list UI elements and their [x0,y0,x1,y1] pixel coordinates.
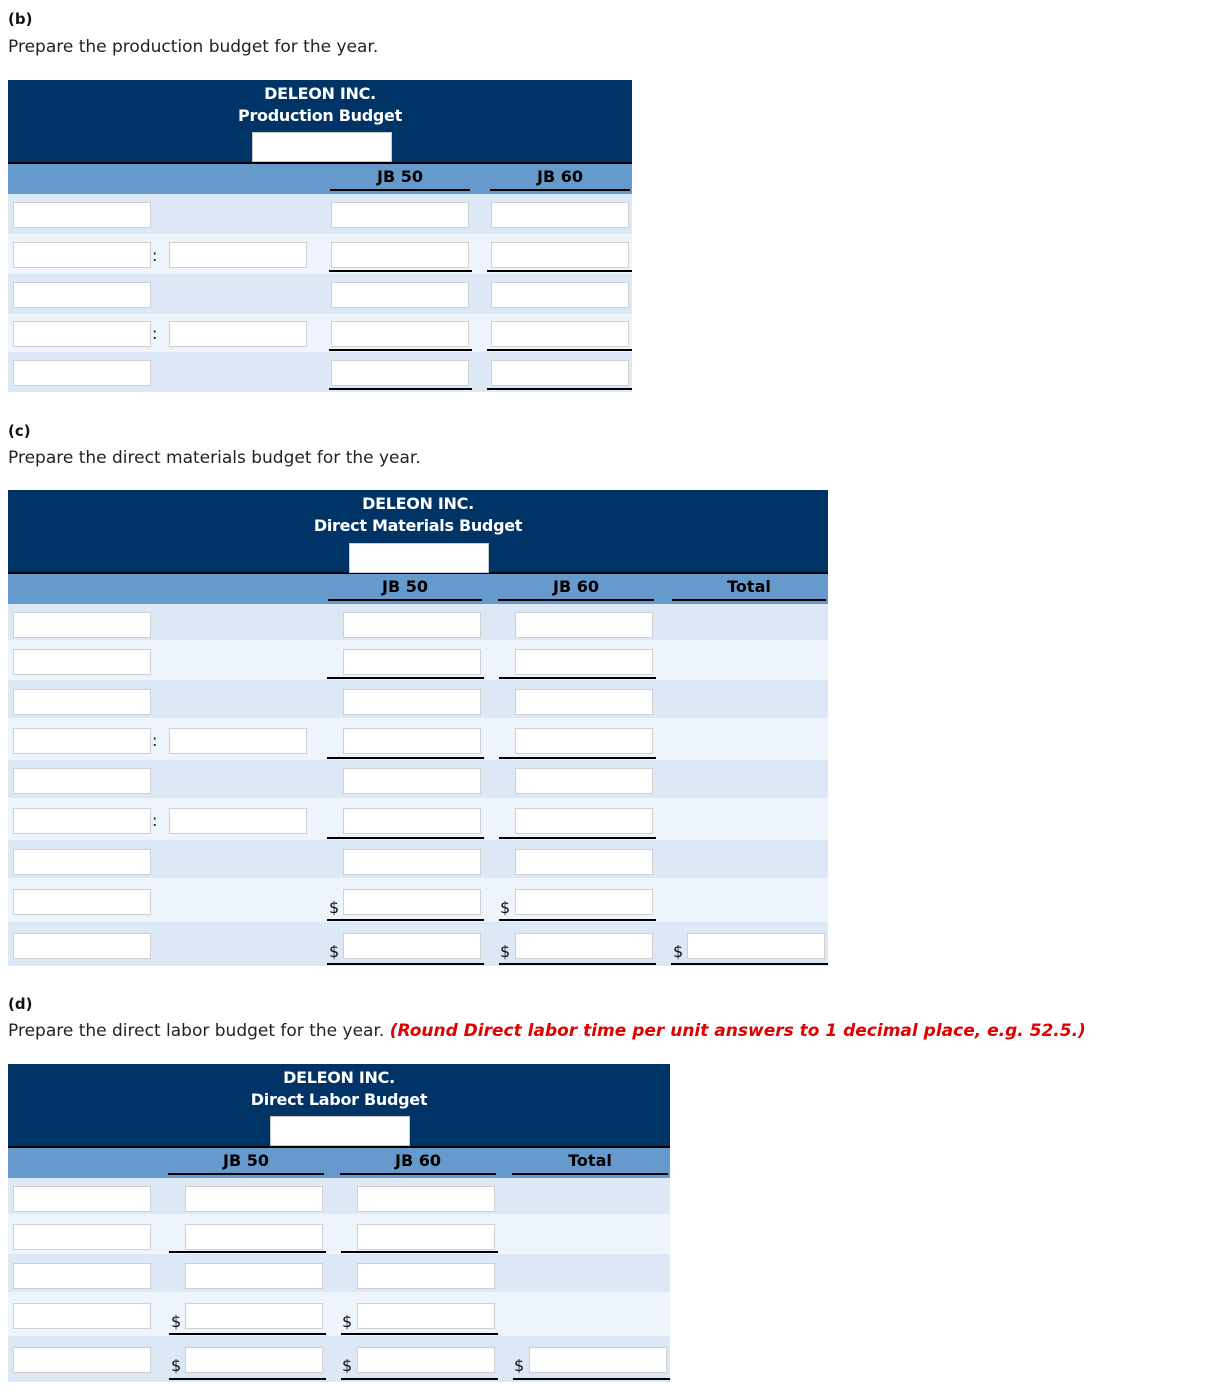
subtotal-underline [341,1251,498,1253]
jb50-amount-input[interactable] [331,202,469,228]
production-budget-table [8,80,632,392]
total-amount-input[interactable] [687,933,825,959]
table-row [8,840,828,878]
jb60-amount-input[interactable] [515,649,653,675]
dollar-sign: $ [329,942,340,961]
table-row [8,314,632,352]
row-label-input[interactable] [13,933,151,959]
table-row [8,1254,670,1292]
row-label-input[interactable] [13,321,151,347]
jb60-amount-input[interactable] [515,849,653,875]
jb50-amount-input[interactable] [343,768,481,794]
jb50-amount-input[interactable] [331,360,469,386]
period-input[interactable] [252,132,392,162]
table-header [8,1064,670,1148]
table-row [8,640,828,680]
part-d-instruction-line [8,1021,1086,1041]
subtotal-underline [327,677,484,679]
jb50-amount-input[interactable] [343,612,481,638]
jb60-amount-input[interactable] [515,808,653,834]
dollar-sign: $ [171,1312,182,1331]
row-label-input[interactable] [13,728,151,754]
column-header-total: Total [512,1151,668,1175]
jb50-amount-input[interactable] [331,321,469,347]
jb60-amount-input[interactable] [491,202,629,228]
jb60-amount-input[interactable] [357,1263,495,1289]
jb60-amount-input[interactable] [491,360,629,386]
table-row [8,352,632,392]
jb50-amount-input[interactable] [331,242,469,268]
row-sublabel-input[interactable] [169,321,307,347]
jb60-amount-input[interactable] [515,933,653,959]
jb50-amount-input[interactable] [343,689,481,715]
jb60-amount-input[interactable] [491,282,629,308]
dollar-sign: $ [673,942,684,961]
jb60-amount-input[interactable] [357,1303,495,1329]
row-label-input[interactable] [13,360,151,386]
jb50-amount-input[interactable] [185,1186,323,1212]
dollar-sign: $ [500,942,511,961]
table-row [8,194,632,234]
period-input[interactable] [349,543,489,573]
row-label-input[interactable] [13,768,151,794]
company-name: DELEON INC. [264,84,376,103]
total-underline [487,388,632,390]
colon-separator: : [152,811,158,830]
jb60-amount-input[interactable] [491,321,629,347]
subtotal-underline [499,757,656,759]
jb50-amount-input[interactable] [343,889,481,915]
row-label-input[interactable] [13,1263,151,1289]
subtotal-underline [487,270,632,272]
row-label-input[interactable] [13,612,151,638]
dollar-sign: $ [500,898,511,917]
table-row [8,798,828,840]
jb50-amount-input[interactable] [343,849,481,875]
company-name: DELEON INC. [362,494,474,513]
part-c-label: (c) [8,422,31,440]
row-sublabel-input[interactable] [169,808,307,834]
jb60-amount-input[interactable] [515,768,653,794]
row-label-input[interactable] [13,282,151,308]
total-underline [341,1378,498,1380]
subtotal-underline [499,677,656,679]
row-sublabel-input[interactable] [169,728,307,754]
jb50-amount-input[interactable] [343,649,481,675]
total-underline [169,1378,326,1380]
dollar-sign: $ [514,1356,525,1375]
jb50-amount-input[interactable] [343,728,481,754]
column-header-jb50: JB 50 [328,577,482,601]
jb50-amount-input[interactable] [185,1347,323,1373]
company-name: DELEON INC. [283,1068,395,1087]
jb50-amount-input[interactable] [343,808,481,834]
row-label-input[interactable] [13,1303,151,1329]
jb60-amount-input[interactable] [491,242,629,268]
colon-separator: : [152,246,158,265]
jb60-amount-input[interactable] [357,1347,495,1373]
row-label-input[interactable] [13,1224,151,1250]
subtotal-underline [487,349,632,351]
rounding-note: (Round Direct labor time per unit answers to 1 decimal place, e.g. 52.5.) [389,1021,1086,1041]
table-row [8,878,828,922]
subtotal-underline [169,1333,326,1335]
column-header-row [8,1148,670,1178]
part-c-instruction: Prepare the direct materials budget for the year. [8,448,421,468]
total-underline [671,963,828,965]
row-label-input[interactable] [13,1186,151,1212]
row-label-input[interactable] [13,1347,151,1373]
table-row [8,1292,670,1336]
column-header-row [8,164,632,194]
table-row [8,922,828,966]
table-row [8,274,632,314]
total-underline [329,388,472,390]
direct-labor-budget-table [8,1064,670,1382]
column-header-jb60: JB 60 [498,577,654,601]
table-row [8,604,828,640]
total-underline [499,963,656,965]
jb60-amount-input[interactable] [515,889,653,915]
row-label-input[interactable] [13,808,151,834]
jb60-amount-input[interactable] [357,1186,495,1212]
row-label-input[interactable] [13,889,151,915]
jb50-amount-input[interactable] [343,933,481,959]
total-amount-input[interactable] [529,1347,667,1373]
row-label-input[interactable] [13,202,151,228]
subtotal-underline [341,1333,498,1335]
total-underline [327,963,484,965]
subtotal-underline [329,349,472,351]
column-header-row [8,574,828,604]
dollar-sign: $ [342,1312,353,1331]
budget-title: Direct Materials Budget [313,516,523,535]
table-row [8,1336,670,1382]
subtotal-underline [499,919,656,921]
subtotal-underline [327,919,484,921]
table-row [8,1214,670,1254]
jb60-amount-input[interactable] [515,689,653,715]
subtotal-underline [499,837,656,839]
jb50-amount-input[interactable] [185,1303,323,1329]
table-header [8,80,632,164]
jb50-amount-input[interactable] [331,282,469,308]
jb60-amount-input[interactable] [515,728,653,754]
jb50-amount-input[interactable] [185,1263,323,1289]
table-row [8,234,632,274]
table-row [8,718,828,760]
part-b-instruction: Prepare the production budget for the year. [8,37,379,57]
period-input[interactable] [270,1116,410,1146]
dollar-sign: $ [171,1356,182,1375]
colon-separator: : [152,731,158,750]
part-b-label: (b) [8,10,33,28]
column-header-total: Total [672,577,826,601]
part-d-instruction: Prepare the direct labor budget for the year. [8,1021,385,1041]
budget-title: Direct Labor Budget [250,1090,428,1109]
column-header-jb50: JB 50 [168,1151,324,1175]
column-header-jb50: JB 50 [330,167,470,191]
column-header-jb60: JB 60 [490,167,630,191]
direct-materials-budget-table [8,490,828,966]
colon-separator: : [152,324,158,343]
row-label-input[interactable] [13,849,151,875]
table-header [8,490,828,574]
column-header-jb60: JB 60 [340,1151,496,1175]
dollar-sign: $ [342,1356,353,1375]
jb50-amount-input[interactable] [185,1224,323,1250]
jb60-amount-input[interactable] [515,612,653,638]
dollar-sign: $ [329,898,340,917]
part-d-label: (d) [8,995,33,1013]
subtotal-underline [327,757,484,759]
table-row [8,760,828,798]
table-row [8,680,828,718]
budget-title: Production Budget [238,106,402,125]
row-label-input[interactable] [13,242,151,268]
row-label-input[interactable] [13,689,151,715]
table-row [8,1178,670,1214]
row-sublabel-input[interactable] [169,242,307,268]
total-underline [513,1378,670,1380]
jb60-amount-input[interactable] [357,1224,495,1250]
subtotal-underline [169,1251,326,1253]
subtotal-underline [327,837,484,839]
subtotal-underline [329,270,472,272]
row-label-input[interactable] [13,649,151,675]
